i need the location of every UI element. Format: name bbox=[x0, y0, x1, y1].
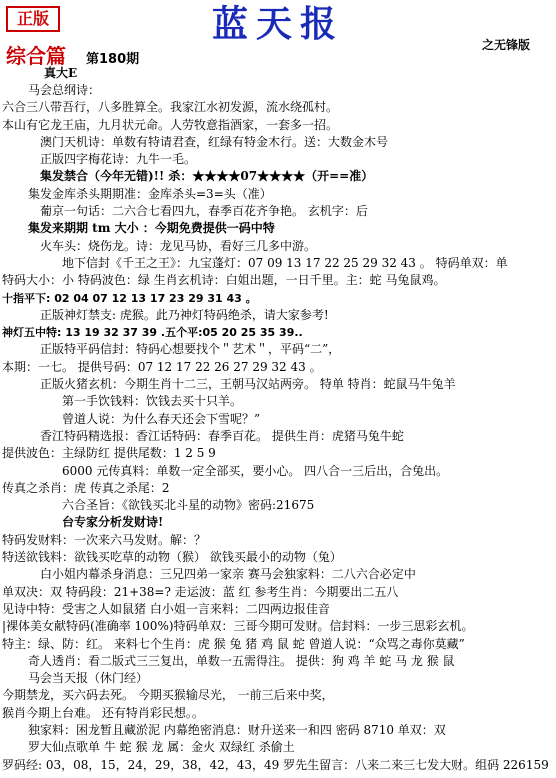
text-line: 特码大小：小 特码波色：绿 生肖玄机诗：白姐出题，一日千里。主：蛇 马兔鼠鸡。 bbox=[2, 273, 446, 288]
section-title: 综合篇 bbox=[6, 44, 66, 68]
text-line: 独家料：困龙暂且藏淤泥 内幕绝密消息：财升送来一和四 密码 8710 单双：双 bbox=[28, 722, 446, 737]
issue-number: 第180期 bbox=[86, 52, 140, 67]
edition-label: 之无锋版 bbox=[481, 38, 530, 52]
text-line: 六合圣旨：《欲钱买北斗星的动物》密码:21675 bbox=[62, 498, 315, 513]
text-line: 六合三八带吾行，八多胜算全。我家江水初发源，流水绕孤村。 bbox=[2, 100, 339, 115]
text-line: 6000 元传真料：单数一定全部买，要小心。 四八合一三后出，合兔出。 bbox=[62, 463, 449, 478]
text-line: 集发金库杀头期期准：金库杀头=3=头（准） bbox=[28, 186, 272, 201]
text-line: 特主：绿、防：红。 来料七个生肖：虎 猴 兔 猪 鸡 鼠 蛇 曾道人说：“众骂之毒你莫藏” bbox=[2, 636, 465, 651]
genuine-badge: 正版 bbox=[6, 6, 60, 32]
text-line: 台专家分析发财诗! bbox=[62, 515, 164, 530]
text-line: 集发来期期 tm 大小 ：今期免费提供一码中特 bbox=[28, 221, 275, 236]
text-line: 见诗中特：受害之人如鼠猪 白小姐一言来料：二四两边报佳音 bbox=[2, 601, 330, 616]
text-line: 正版火猪玄机：今期生肖十二三，王朝马汉站两旁。 特单 特肖：蛇鼠马牛兔羊 bbox=[40, 377, 456, 392]
text-line: 火车头：烧伤龙。诗：龙见马协，看好三几多中游。 bbox=[40, 238, 317, 253]
text-line: 香江特码精选报：香江话特码：春季百花。 提供生肖：虎猪马兔牛蛇 bbox=[40, 428, 404, 443]
text-line: 集发禁合（今年无错)!! 杀：★★★★07★★★★（开==准） bbox=[40, 169, 374, 184]
text-line: 地下信封《千王之王》：九宝蓬灯：07 09 13 17 22 25 29 32 43 。 特码单双：单 bbox=[62, 255, 508, 270]
text-line: 传真之杀肖：虎 传真之杀尾：2 bbox=[2, 480, 170, 495]
text-line: 马会当天报（休门经） bbox=[28, 671, 149, 686]
text-line: 十指平下: 02 04 07 12 13 17 23 29 31 43 。 bbox=[2, 291, 257, 305]
text-line: 神灯五中特: 13 19 32 37 39 .五个平:05 20 25 35 39.. bbox=[2, 326, 303, 340]
text-line: 正版特平码信封：特码心想要找个＂艺术＂，平码“二”， bbox=[40, 342, 341, 357]
text-line: 单双决：双 特码段：21+38=? 走运波：蓝 红 参考生肖：今期要出二五八 bbox=[2, 584, 399, 599]
text-line: 本期：一七。 提供号码：07 12 17 22 26 27 29 32 43 。 bbox=[2, 359, 322, 374]
text-line: 正版神灯禁支: 虎猴。此乃神灯特码绝杀，请大家参考! bbox=[40, 307, 329, 322]
article-body bbox=[2, 82, 554, 774]
text-line: 罗码经: 03，08，15，24，29，38，42，43，49 罗先生留言：八来二来三七发大财。组码 226159 bbox=[2, 757, 549, 772]
text-line: 马会总纲诗： bbox=[28, 83, 101, 97]
text-line: 曾道人说：为什么春天还会下雪呢？” bbox=[62, 411, 261, 426]
text-line: 澳门天机诗：单数有特请君查，红绿有特金木行。送：大数金木号 bbox=[40, 134, 389, 149]
text-line: 白小姐内幕杀身消息：三兄四弟一家亲 赛马会独家料：二八六合必定中 bbox=[40, 567, 416, 582]
text-line: 本山有它龙王庙，九月状元命。人劳牧意指酒家，一套多一招。 bbox=[2, 117, 339, 132]
text-line: 猴肖今期上台难。 还有特肖彩民想。。 bbox=[2, 705, 204, 720]
text-line: |裸体美女献特码(准确率 100%)特码单双：三哥今期可发财。信封料：一步三思彩玄机。 bbox=[2, 619, 474, 634]
newspaper-title: 蓝天报 bbox=[211, 3, 344, 45]
text-line: 正版四字梅花诗：九牛一毛。 bbox=[40, 152, 197, 167]
text-line: 第一手饮钱料：饮钱去买十只羊。 bbox=[62, 394, 243, 409]
text-line: 今期禁龙，买六码去死。 今期买猴输尽光， 一前三后来中奖， bbox=[2, 688, 334, 703]
text-line: 特码发财料：一次来六马发财。解：？ bbox=[2, 532, 207, 547]
text-line: 提供波色：主绿防红 提供尾数：1 2 5 9 bbox=[2, 446, 216, 461]
header bbox=[0, 0, 556, 50]
text-line: 特送欲钱料：欲钱买吃草的动物（猴） 欲钱买最小的动物（兔） bbox=[2, 550, 342, 565]
sublabel: 真大E bbox=[44, 66, 78, 80]
text-line: 葡京一句话：二六合七看四九，春季百花齐争艳。 玄机字：后 bbox=[40, 204, 368, 219]
text-line: 奇人透肖：看二版式三三复出，单数一五需得注。 提供：狗 鸡 羊 蛇 马 龙 猴 鼠 bbox=[28, 653, 455, 668]
text-line: 罗大仙点歌单 牛 蛇 猴 龙 属：金火 双绿红 杀偷土 bbox=[28, 740, 295, 755]
